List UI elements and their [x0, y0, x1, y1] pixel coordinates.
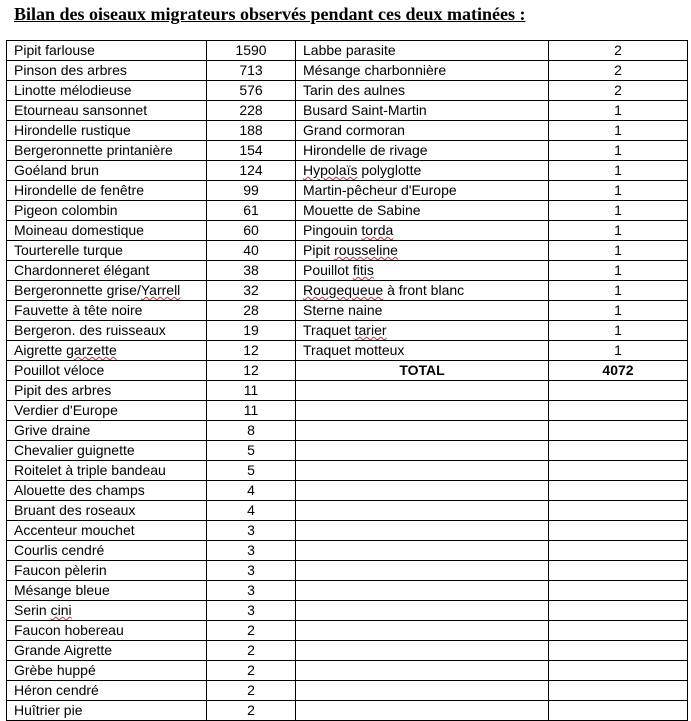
species-name: Hirondelle rustique — [7, 121, 207, 141]
species-count: 2 — [549, 81, 688, 101]
empty-cell — [549, 641, 688, 661]
species-count: 1 — [549, 181, 688, 201]
empty-cell — [296, 641, 549, 661]
species-count: 3 — [207, 581, 296, 601]
species-count: 1 — [549, 281, 688, 301]
species-count: 99 — [207, 181, 296, 201]
species-name: Pipit des arbres — [7, 381, 207, 401]
table-row — [7, 621, 688, 641]
empty-cell — [296, 661, 549, 681]
species-count: 11 — [207, 401, 296, 421]
empty-cell — [296, 461, 549, 481]
species-count: 38 — [207, 261, 296, 281]
species-count: 2 — [207, 701, 296, 721]
species-count: 5 — [207, 441, 296, 461]
table-row — [7, 141, 688, 161]
species-name: Héron cendré — [7, 681, 207, 701]
table-row — [7, 581, 688, 601]
species-count: 4 — [207, 481, 296, 501]
empty-cell — [549, 681, 688, 701]
species-name: Alouette des champs — [7, 481, 207, 501]
empty-cell — [296, 381, 549, 401]
empty-cell — [549, 581, 688, 601]
species-count: 1 — [549, 201, 688, 221]
species-count: 2 — [207, 681, 296, 701]
species-name: Grive draine — [7, 421, 207, 441]
species-name: Bergeronnette printanière — [7, 141, 207, 161]
table-row — [7, 301, 688, 321]
species-name: Busard Saint-Martin — [296, 101, 549, 121]
table-row — [7, 241, 688, 261]
table-row — [7, 521, 688, 541]
species-count: 4 — [207, 501, 296, 521]
empty-cell — [296, 501, 549, 521]
species-name: Mésange charbonnière — [296, 61, 549, 81]
table-row — [7, 541, 688, 561]
species-name: Moineau domestique — [7, 221, 207, 241]
species-count: 32 — [207, 281, 296, 301]
species-name: Goéland brun — [7, 161, 207, 181]
species-name: Faucon pèlerin — [7, 561, 207, 581]
species-count: 1 — [549, 321, 688, 341]
species-name: Faucon hobereau — [7, 621, 207, 641]
empty-cell — [549, 521, 688, 541]
species-name: Verdier d'Europe — [7, 401, 207, 421]
species-name: Mésange bleue — [7, 581, 207, 601]
total-value: 4072 — [549, 361, 688, 381]
table-row — [7, 161, 688, 181]
species-name: Grèbe huppé — [7, 661, 207, 681]
species-name: Grand cormoran — [296, 121, 549, 141]
species-name: Pinson des arbres — [7, 61, 207, 81]
table-row — [7, 81, 688, 101]
table-row — [7, 101, 688, 121]
species-count: 1 — [549, 341, 688, 361]
total-label: TOTAL — [296, 361, 549, 381]
species-name: Aigrette garzette — [7, 341, 207, 361]
species-count: 1 — [549, 141, 688, 161]
species-count: 2 — [207, 661, 296, 681]
table-row — [7, 441, 688, 461]
empty-cell — [549, 401, 688, 421]
table-row — [7, 341, 688, 361]
species-count: 2 — [207, 621, 296, 641]
species-count: 576 — [207, 81, 296, 101]
species-count: 188 — [207, 121, 296, 141]
species-name: Chevalier guignette — [7, 441, 207, 461]
table-row — [7, 201, 688, 221]
empty-cell — [549, 561, 688, 581]
species-name: Chardonneret élégant — [7, 261, 207, 281]
empty-cell — [296, 701, 549, 721]
species-name: Mouette de Sabine — [296, 201, 549, 221]
species-name: Roitelet à triple bandeau — [7, 461, 207, 481]
species-name: Traquet tarier — [296, 321, 549, 341]
empty-cell — [296, 681, 549, 701]
table-row — [7, 561, 688, 581]
empty-cell — [549, 701, 688, 721]
table-row — [7, 381, 688, 401]
species-name: Courlis cendré — [7, 541, 207, 561]
table-row — [7, 701, 688, 721]
species-count: 12 — [207, 341, 296, 361]
table-row — [7, 121, 688, 141]
species-name: Tourterelle turque — [7, 241, 207, 261]
table-row — [7, 661, 688, 681]
species-name: Tarin des aulnes — [296, 81, 549, 101]
table-row — [7, 361, 688, 381]
species-name: Bergeronnette grise/Yarrell — [7, 281, 207, 301]
species-count: 28 — [207, 301, 296, 321]
species-count: 8 — [207, 421, 296, 441]
empty-cell — [296, 481, 549, 501]
empty-cell — [549, 381, 688, 401]
table-row — [7, 41, 688, 61]
species-name: Traquet motteux — [296, 341, 549, 361]
species-count: 61 — [207, 201, 296, 221]
species-name: Serin cini — [7, 601, 207, 621]
species-name: Hirondelle de fenêtre — [7, 181, 207, 201]
species-count: 228 — [207, 101, 296, 121]
species-count: 2 — [549, 61, 688, 81]
table-row — [7, 641, 688, 661]
species-count: 2 — [207, 641, 296, 661]
species-name: Pipit farlouse — [7, 41, 207, 61]
empty-cell — [296, 521, 549, 541]
table-row — [7, 181, 688, 201]
species-name: Grande Aigrette — [7, 641, 207, 661]
table-row — [7, 681, 688, 701]
empty-cell — [296, 441, 549, 461]
species-count: 1 — [549, 261, 688, 281]
species-count: 5 — [207, 461, 296, 481]
empty-cell — [296, 621, 549, 641]
species-name: Huîtrier pie — [7, 701, 207, 721]
species-count: 3 — [207, 561, 296, 581]
species-name: Bruant des roseaux — [7, 501, 207, 521]
empty-cell — [296, 401, 549, 421]
species-count: 19 — [207, 321, 296, 341]
bird-count-table — [6, 40, 688, 721]
empty-cell — [296, 421, 549, 441]
species-name: Hirondelle de rivage — [296, 141, 549, 161]
empty-cell — [296, 581, 549, 601]
species-name: Labbe parasite — [296, 41, 549, 61]
species-count: 1 — [549, 121, 688, 141]
empty-cell — [549, 661, 688, 681]
species-name: Rougequeue à front blanc — [296, 281, 549, 301]
species-count: 154 — [207, 141, 296, 161]
species-count: 11 — [207, 381, 296, 401]
empty-cell — [296, 561, 549, 581]
table-row — [7, 481, 688, 501]
species-count: 1 — [549, 161, 688, 181]
table-row — [7, 221, 688, 241]
species-count: 1 — [549, 221, 688, 241]
table-row — [7, 461, 688, 481]
table-row — [7, 421, 688, 441]
table-row — [7, 601, 688, 621]
table-row — [7, 61, 688, 81]
species-count: 713 — [207, 61, 296, 81]
species-count: 1 — [549, 101, 688, 121]
table-row — [7, 501, 688, 521]
species-count: 1 — [549, 301, 688, 321]
species-name: Fauvette à tête noire — [7, 301, 207, 321]
species-count: 2 — [549, 41, 688, 61]
species-count: 60 — [207, 221, 296, 241]
species-name: Sterne naine — [296, 301, 549, 321]
species-name: Bergeron. des ruisseaux — [7, 321, 207, 341]
species-count: 124 — [207, 161, 296, 181]
empty-cell — [549, 461, 688, 481]
species-name: Accenteur mouchet — [7, 521, 207, 541]
species-name: Pigeon colombin — [7, 201, 207, 221]
species-count: 3 — [207, 521, 296, 541]
table-row — [7, 401, 688, 421]
species-name: Pouillot véloce — [7, 361, 207, 381]
species-name: Martin-pêcheur d'Europe — [296, 181, 549, 201]
empty-cell — [549, 481, 688, 501]
empty-cell — [549, 621, 688, 641]
empty-cell — [549, 441, 688, 461]
species-count: 12 — [207, 361, 296, 381]
species-name: Hypolaïs polyglotte — [296, 161, 549, 181]
empty-cell — [296, 541, 549, 561]
table-row — [7, 281, 688, 301]
empty-cell — [549, 501, 688, 521]
species-count: 1590 — [207, 41, 296, 61]
table-row — [7, 321, 688, 341]
empty-cell — [549, 421, 688, 441]
species-name: Pingouin torda — [296, 221, 549, 241]
empty-cell — [549, 601, 688, 621]
species-count: 3 — [207, 541, 296, 561]
species-name: Pouillot fitis — [296, 261, 549, 281]
species-name: Pipit rousseline — [296, 241, 549, 261]
species-name: Linotte mélodieuse — [7, 81, 207, 101]
species-name: Etourneau sansonnet — [7, 101, 207, 121]
empty-cell — [296, 601, 549, 621]
table-row — [7, 261, 688, 281]
species-count: 3 — [207, 601, 296, 621]
species-count: 1 — [549, 241, 688, 261]
species-count: 40 — [207, 241, 296, 261]
page-title: Bilan des oiseaux migrateurs observés pendant ces deux matinées : — [14, 4, 526, 24]
empty-cell — [549, 541, 688, 561]
